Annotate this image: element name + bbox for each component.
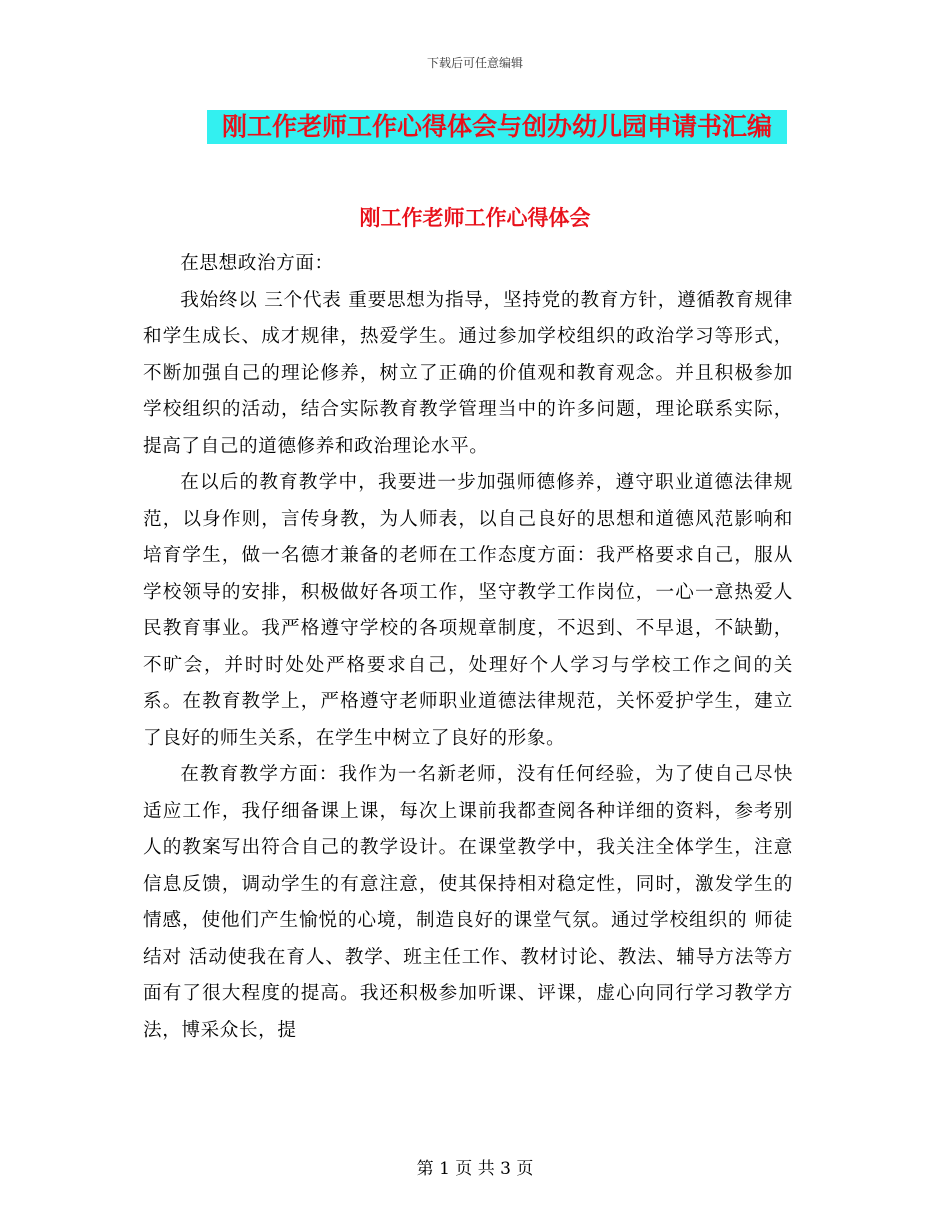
paragraph: 在教育教学方面：我作为一名新老师，没有任何经验，为了使自己尽快适应工作，我仔细备课上课，每次上课前我都查阅各种详细的资料，参考别人的教案写出符合自己的教学设计。在课堂教学中，我关注全体学生，注意信息反馈，调动学生的有意注意，使其保持相对稳定性，同时，激发学生的情感，使他们产生愉悦的心境，制造良好的课堂气氛。通过学校组织的 师徒结对 活动使我在育人、教学、班主任工作、教材讨论、教法、辅导方法等方面有了很大程度的提高。我还积极参加听课、评课，虚心向同行学习教学方法，博采众长，提	[143, 764, 793, 1041]
document-main-title: 刚工作老师工作心得体会与创办幼儿园申请书汇编	[207, 110, 787, 144]
document-body	[143, 246, 793, 1049]
header-note: 下载后可任意编辑	[426, 56, 523, 70]
page-footer: 第 1 页 共 3 页	[416, 1159, 534, 1179]
section-title: 刚工作老师工作心得体会	[359, 206, 591, 230]
paragraph: 在以后的教育教学中，我要进一步加强师德修养，遵守职业道德法律规范，以身作则，言传身教，为人师表，以自己良好的思想和道德风范影响和培育学生，做一名德才兼备的老师在工作态度方面：我严格要求自己，服从学校领导的安排，积极做好各项工作，坚守教学工作岗位，一心一意热爱人民教育事业。我严格遵守学校的各项规章制度，不迟到、不早退，不缺勤，不旷会，并时时处处严格要求自己，处理好个人学习与学校工作之间的关系。在教育教学上，严格遵守老师职业道德法律规范，关怀爱护学生，建立了良好的师生关系，在学生中树立了良好的形象。	[143, 472, 793, 749]
paragraph: 在思想政治方面：	[180, 253, 334, 274]
paragraph: 我始终以 三个代表 重要思想为指导，坚持党的教育方针，遵循教育规律和学生成长、成才规律，热爱学生。通过参加学校组织的政治学习等形式，不断加强自己的理论修养，树立了正确的价值观和教育观念。并且积极参加学校组织的活动，结合实际教育教学管理当中的许多问题，理论联系实际，提高了自己的道德修养和政治理论水平。	[143, 289, 793, 457]
